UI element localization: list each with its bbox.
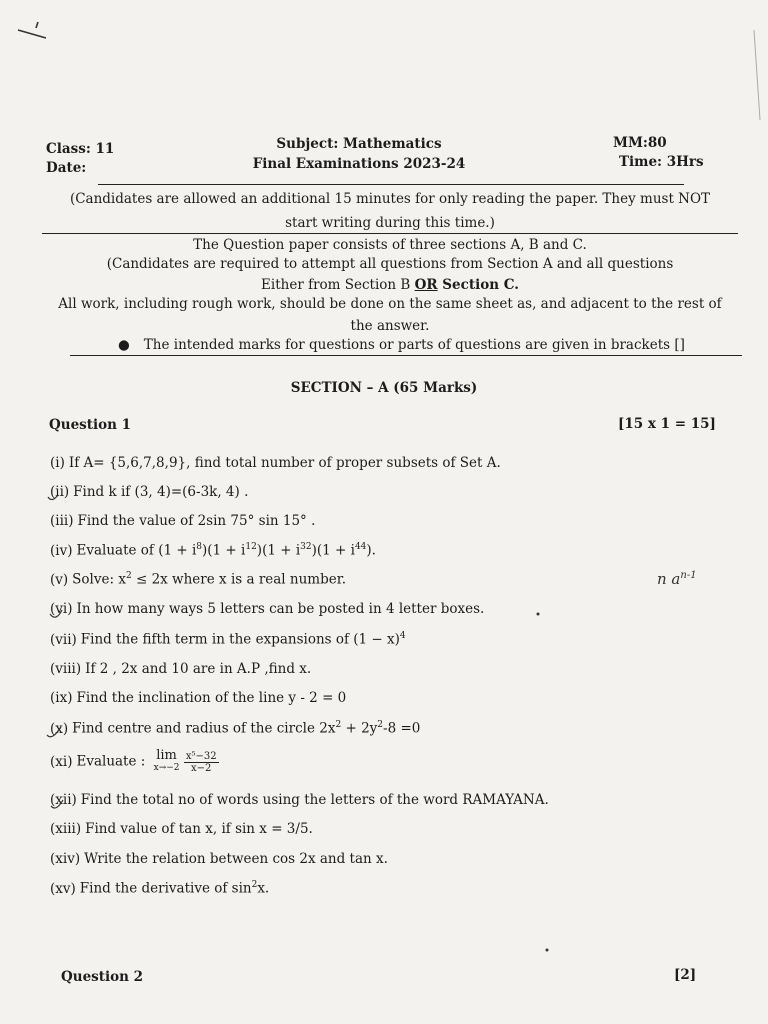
exponent: 2: [377, 720, 384, 730]
exponent: 4: [399, 631, 406, 641]
bullet-icon: ●: [118, 337, 130, 353]
question-item: [50, 601, 484, 617]
item-text: + 2y: [341, 720, 378, 737]
section-a-title: SECTION – A (65 Marks): [290, 380, 478, 396]
item-text: Solve: x: [72, 571, 126, 588]
item-text: Evaluate :: [76, 753, 146, 770]
question-item: [50, 690, 346, 706]
item-text: Write the relation between cos 2x and tan x.: [84, 851, 388, 867]
question-item: [50, 484, 248, 500]
attempt-text-b: Section C.: [437, 277, 519, 293]
item-text: ≤ 2x where x is a real number.: [131, 571, 346, 588]
item-number: (vii): [50, 631, 77, 648]
work-instruction-line2: the answer.: [350, 318, 430, 334]
exponent: 12: [245, 542, 257, 552]
class-label: Class: 11: [46, 141, 115, 157]
item-number: (xii): [50, 792, 77, 808]
question-item: [50, 631, 406, 648]
item-text: )(1 + i: [311, 542, 355, 559]
question-2-label: Question 2: [61, 969, 144, 985]
item-number: (xi): [50, 753, 73, 770]
item-number: (i): [50, 455, 65, 471]
item-text: Find centre and radius of the circle 2x: [72, 720, 336, 737]
marks-note-text: The intended marks for questions or parts of questions are given in brackets []: [143, 337, 685, 353]
marks-note: [118, 337, 685, 353]
subject-title: Subject: Mathematics: [276, 136, 442, 152]
item-text: Evaluate of (1 + i: [76, 542, 197, 559]
item-text: If A= {5,6,7,8,9}, find total number of proper subsets of Set A.: [68, 455, 501, 471]
limit-subscript: x→−2: [153, 763, 180, 773]
max-marks: MM:80: [613, 135, 667, 151]
pen-scribble-mark: [14, 8, 54, 48]
item-text: Find the fifth term in the expansions of (1 − x): [80, 631, 400, 648]
item-text: In how many ways 5 letters can be posted in 4 letter boxes.: [76, 601, 485, 617]
item-text: )(1 + i: [256, 542, 301, 559]
item-text: -8 =0: [383, 720, 421, 737]
attempt-instruction-line1: (Candidates are required to attempt all questions from Section A and all questions: [106, 256, 674, 272]
item-text: Find the inclination of the line y - 2 = 0: [76, 690, 347, 706]
exponent: 44: [354, 542, 367, 552]
exponent: 2: [335, 720, 342, 730]
item-text: )(1 + i: [202, 542, 246, 559]
question-item: [50, 455, 501, 471]
question-1-marks: [15 x 1 = 15]: [618, 416, 716, 432]
item-text: Find value of tan x, if sin x = 3/5.: [85, 821, 313, 837]
exponent: 2: [125, 571, 132, 581]
exam-title: Final Examinations 2023-24: [252, 156, 466, 172]
attempt-text-a: Either from Section B: [261, 277, 415, 293]
item-number: (viii): [50, 661, 82, 677]
question-item: [50, 661, 311, 677]
item-number: (vi): [50, 601, 73, 617]
item-number: (xiii): [50, 821, 82, 837]
item-number: (ii): [50, 484, 70, 500]
margin-note-exponent: n-1: [680, 570, 697, 581]
limit-expression: [154, 750, 180, 774]
fraction: [184, 751, 219, 774]
item-number: (xv): [50, 880, 76, 897]
date-label: Date:: [46, 160, 87, 176]
question-2-marks: [2]: [674, 967, 697, 983]
question-item: [50, 571, 346, 588]
work-instruction-line1: All work, including rough work, should be done on the same sheet as, and adjacent to the rest of: [58, 296, 722, 312]
fraction-numerator: x⁵−32: [185, 750, 217, 762]
item-text: Find the total no of words using the letters of the word RAMAYANA.: [80, 792, 549, 808]
question-item: [50, 880, 269, 897]
item-number: (x): [50, 720, 69, 737]
exponent: 2: [251, 880, 258, 890]
item-text: x.: [257, 880, 270, 897]
reading-instruction-line1: (Candidates are allowed an additional 15 minutes for only reading the paper. They must NOT: [69, 191, 711, 207]
question-item: [50, 821, 313, 837]
item-text: ).: [366, 542, 376, 559]
exponent: 32: [300, 542, 312, 552]
question-item: [50, 513, 315, 529]
header-rule: [98, 184, 684, 185]
item-number: (v): [50, 571, 69, 588]
exponent: 8: [196, 542, 202, 552]
margin-note-text: n a: [657, 570, 681, 588]
question-item: [50, 750, 219, 774]
question-item: [50, 720, 420, 737]
attempt-instruction-line2: [40, 276, 740, 294]
limit-word: lim: [156, 748, 177, 763]
instruction-rule-1: [42, 233, 738, 234]
item-text: Find k if (3, 4)=(6-3k, 4) .: [73, 484, 249, 500]
or-emphasis: OR: [414, 277, 438, 293]
time-allowed: Time: 3Hrs: [619, 154, 704, 170]
sections-instruction: The Question paper consists of three sections A, B and C.: [193, 237, 587, 253]
instruction-rule-2: [70, 355, 742, 356]
item-number: (xiv): [50, 851, 81, 867]
item-text: If 2 , 2x and 10 are in A.P ,find x.: [85, 661, 312, 677]
item-number: (ix): [50, 690, 73, 706]
item-number: (iii): [50, 513, 74, 529]
reading-instruction-line2: start writing during this time.): [285, 215, 495, 231]
question-item: [50, 851, 388, 867]
question-item: [50, 792, 549, 808]
item-text: Find the value of 2sin 75° sin 15° .: [77, 513, 316, 529]
question-item: [50, 542, 376, 559]
item-number: (iv): [50, 542, 73, 559]
question-1-label: Question 1: [49, 417, 132, 433]
item-text: Find the derivative of sin: [79, 880, 252, 897]
fraction-denominator: x−2: [191, 762, 212, 774]
handwritten-margin-note: [657, 570, 697, 588]
